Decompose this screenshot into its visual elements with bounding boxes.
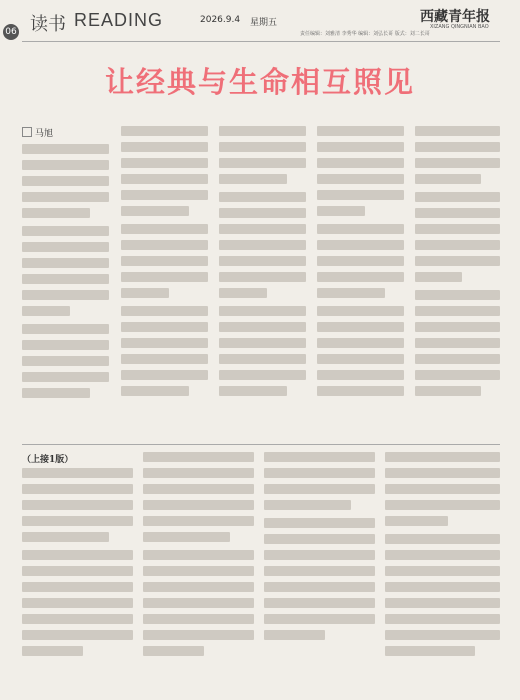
newspaper-name: 西藏青年报	[420, 9, 490, 25]
author-name: 马旭	[35, 129, 54, 139]
page-header	[0, 0, 520, 40]
section-divider	[22, 444, 500, 445]
lower-column-3	[264, 452, 375, 688]
body-column-3	[219, 126, 306, 434]
article-title: 让经典与生命相互照见	[104, 65, 415, 99]
body-column-2	[121, 126, 208, 434]
section-label-cn: 读书	[30, 14, 66, 35]
lower-column-1	[22, 468, 133, 688]
page-number-badge: 06	[3, 24, 19, 40]
issue-date: 2026.9.4	[200, 15, 241, 25]
document-icon	[22, 127, 32, 137]
newspaper-subtitle: XIZANG QINGNIAN BAO	[430, 24, 489, 30]
author-byline	[22, 126, 53, 139]
body-column-5	[415, 126, 500, 434]
lower-column-4	[385, 452, 500, 688]
issue-weekday: 星期五	[250, 18, 278, 28]
body-column-1	[22, 144, 109, 434]
body-column-4	[317, 126, 404, 434]
header-rule	[22, 41, 500, 42]
lower-column-2	[143, 452, 254, 688]
continued-from-label: （上接1版）	[22, 455, 74, 465]
editor-credits: 责任编辑：刘雅清 李秀华 编辑：刘弘长哥 版式：刘二长哥	[300, 31, 430, 37]
section-label-en: READING	[74, 10, 164, 30]
